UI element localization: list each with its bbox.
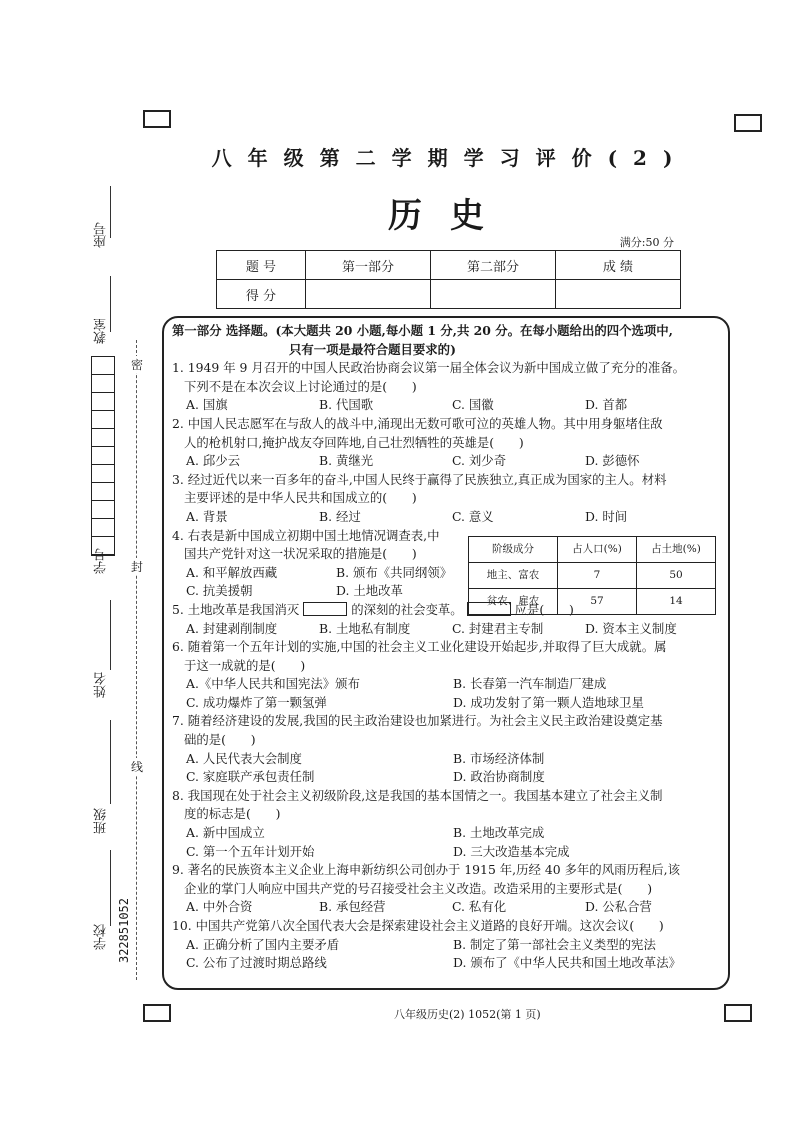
- option[interactable]: C. 抗美援朝: [186, 583, 253, 599]
- land-survey-table: [468, 536, 716, 615]
- options-row: [172, 750, 720, 769]
- land-table-cell: 14: [637, 589, 716, 615]
- name-line: [110, 600, 111, 670]
- part1-heading-cont: 只有一项是最符合题目要求的): [289, 341, 456, 357]
- question-stem-cont: 于这一成就的是( ): [184, 657, 306, 673]
- score-cell-part2[interactable]: [431, 280, 556, 309]
- option[interactable]: C. 公布了过渡时期总路线: [186, 955, 327, 971]
- option[interactable]: A. 国旗: [186, 397, 228, 413]
- score-table: [216, 250, 681, 309]
- options-row: [172, 508, 720, 527]
- score-header-cell: 成 绩: [556, 251, 681, 280]
- registration-mark: [724, 1004, 752, 1022]
- option[interactable]: A. 中外合资: [186, 899, 253, 915]
- option[interactable]: B. 市场经济体制: [453, 750, 545, 766]
- question-stem-cont: 企业的掌门人响应中国共产党的号召接受社会主义改造。改造采用的主要形式是( ): [184, 880, 653, 896]
- option[interactable]: A. 人民代表大会制度: [186, 750, 302, 766]
- question-stem: 3. 经过近代以来一百多年的奋斗,中国人民终于赢得了民族独立,真正成为国家的主人。材料: [172, 471, 667, 487]
- part1-content: [172, 322, 720, 973]
- option[interactable]: B. 长春第一汽车制造厂建成: [453, 676, 607, 692]
- name-label: 姓名: [94, 672, 109, 698]
- question-stem: 9. 著名的民族资本主义企业上海申新纺织公司创办于 1915 年,历经 40 多年的风雨历程后,该: [172, 862, 680, 878]
- option[interactable]: A. 背景: [186, 508, 228, 524]
- registration-mark: [143, 1004, 171, 1022]
- question-stem: 10. 中国共产党第八次全国代表大会是探索建设社会主义道路的良好开端。这次会议( ): [172, 918, 664, 933]
- option[interactable]: D. 公私合营: [585, 899, 652, 915]
- subject-title: 历史: [388, 196, 512, 236]
- options-row: [172, 898, 720, 917]
- options-row: [172, 824, 720, 843]
- option[interactable]: C. 封建君主专制: [452, 620, 544, 636]
- option[interactable]: B. 黄继光: [319, 453, 374, 469]
- option[interactable]: B. 土地改革完成: [453, 825, 545, 841]
- question-stem-cont: 人的枪机射口,掩护战友夺回阵地,自己壮烈牺牲的英雄是( ): [184, 434, 524, 450]
- land-table-header: 占人口(%): [558, 537, 637, 563]
- options-row: [172, 452, 720, 471]
- score-header-cell: 题 号: [217, 251, 306, 280]
- question-stem-part: 的深刻的社会变革。: [351, 601, 463, 617]
- registration-mark: [734, 114, 762, 132]
- options-row: [172, 936, 720, 955]
- option[interactable]: A. 和平解放西藏: [186, 564, 278, 580]
- blank-box: [303, 602, 347, 616]
- question-stem: 7. 随着经济建设的发展,我国的民主政治建设也加紧进行。为社会主义民主政治建设奠定基: [172, 713, 663, 729]
- score-cell-part1[interactable]: [306, 280, 431, 309]
- land-table-header: 阶级成分: [469, 537, 558, 563]
- option[interactable]: D. 时间: [585, 508, 628, 524]
- question-stem: 4. 右表是新中国成立初期中国土地情况调查表,中: [172, 527, 440, 543]
- seal-char-feng: 封: [131, 560, 144, 574]
- options-row: [172, 675, 720, 694]
- page-footer: 八年级历史(2) 1052(第 1 页): [394, 1008, 541, 1021]
- option[interactable]: D. 三大改造基本完成: [453, 843, 570, 859]
- seat-line: [110, 186, 111, 238]
- question-stem: 1. 1949 年 9 月召开的中国人民政治协商会议第一届全体会议为新中国成立做了充分的准备。: [172, 360, 686, 376]
- option[interactable]: A. 邱少云: [186, 453, 240, 469]
- full-mark: 满分:50 分: [619, 236, 674, 249]
- school-line: [110, 850, 111, 926]
- score-header-cell: 第一部分: [306, 251, 431, 280]
- options-row: [172, 768, 720, 787]
- question-stem-part: 应是( ): [514, 601, 574, 617]
- option[interactable]: C. 家庭联产承包责任制: [186, 769, 315, 785]
- option[interactable]: B. 土地私有制度: [319, 620, 411, 636]
- option[interactable]: C. 刘少奇: [452, 453, 507, 469]
- options-row: [172, 396, 720, 415]
- question-stem-cont: 础的是( ): [184, 732, 256, 748]
- score-header-cell: 第二部分: [431, 251, 556, 280]
- exam-title: 八年级第二学期学习评价(2): [211, 146, 689, 170]
- land-table-cell: 50: [637, 563, 716, 589]
- seal-dashed-line: [136, 340, 137, 980]
- option[interactable]: D. 土地改革: [336, 583, 403, 599]
- options-row: [172, 694, 720, 713]
- option[interactable]: C. 成功爆炸了第一颗氢弹: [186, 694, 327, 710]
- options-row: [172, 954, 720, 973]
- registration-mark: [143, 110, 171, 128]
- option[interactable]: D. 首都: [585, 397, 628, 413]
- question-stem-cont: 下列不是在本次会议上讨论通过的是( ): [184, 378, 417, 394]
- student-number-grid[interactable]: [91, 356, 115, 556]
- option[interactable]: D. 颁布了《中华人民共和国土地改革法》: [453, 955, 682, 971]
- option[interactable]: C. 第一个五年计划开始: [186, 843, 315, 859]
- question-stem-cont: 国共产党针对这一状况采取的措施是( ): [184, 546, 417, 562]
- question-stem-cont: 主要评述的是中华人民共和国成立的( ): [184, 490, 417, 506]
- seat-label: 座号: [94, 222, 109, 248]
- part1-heading: 第一部分 选择题。(本大题共 20 小题,每小题 1 分,共 20 分。在每小题给出的四个选项中,: [172, 323, 673, 338]
- options-row: [172, 620, 720, 639]
- question-stem: 2. 中国人民志愿军在与敌人的战斗中,涌现出无数可歌可泣的英雄人物。其中用身躯堵住敌: [172, 415, 663, 431]
- option[interactable]: B. 颁布《共同纲领》: [336, 564, 453, 580]
- class-label: 班级: [94, 808, 109, 834]
- option[interactable]: A. 正确分析了国内主要矛盾: [186, 936, 340, 952]
- land-table-cell: 贫农、雇农: [469, 589, 558, 615]
- score-cell-total[interactable]: [556, 280, 681, 309]
- option[interactable]: B. 代国歌: [319, 397, 374, 413]
- room-label: 教室: [94, 318, 109, 344]
- option[interactable]: B. 制定了第一部社会主义类型的宪法: [453, 936, 656, 952]
- option[interactable]: D. 成功发射了第一颗人造地球卫星: [453, 694, 644, 710]
- room-line: [110, 276, 111, 332]
- option[interactable]: D. 资本主义制度: [585, 620, 677, 636]
- option[interactable]: D. 彭德怀: [585, 453, 640, 469]
- question-stem-cont: 度的标志是( ): [184, 806, 281, 822]
- question-stem: 8. 我国现在处于社会主义初级阶段,这是我国的基本国情之一。我国基本建立了社会主义制: [172, 787, 663, 803]
- option[interactable]: C. 私有化: [452, 899, 507, 915]
- seal-char-xian: 线: [131, 760, 144, 774]
- option[interactable]: B. 承包经营: [319, 899, 386, 915]
- land-table-cell: 7: [558, 563, 637, 589]
- option[interactable]: A. 新中国成立: [186, 825, 265, 841]
- land-table-cell: 57: [558, 589, 637, 615]
- question-stem-part: 5. 土地改革是我国消灭: [172, 601, 300, 617]
- student-no-label: 学号: [94, 548, 109, 574]
- option[interactable]: B. 经过: [319, 508, 361, 524]
- option[interactable]: C. 意义: [452, 508, 494, 524]
- class-line: [110, 720, 111, 804]
- seal-char-mi: 密: [131, 358, 144, 372]
- school-label: 学校: [94, 924, 109, 950]
- option[interactable]: C. 国徽: [452, 397, 494, 413]
- land-table-header: 占土地(%): [637, 537, 716, 563]
- options-row: [172, 843, 720, 862]
- option[interactable]: A.《中华人民共和国宪法》颁布: [186, 676, 360, 692]
- score-row-label: 得 分: [217, 280, 306, 309]
- option[interactable]: A. 封建剥削制度: [186, 620, 278, 636]
- option[interactable]: D. 政治协商制度: [453, 769, 545, 785]
- question-stem: 6. 随着第一个五年计划的实施,中国的社会主义工业化建设开始起步,并取得了巨大成就。属: [172, 639, 667, 655]
- exam-code: 322851052: [117, 898, 131, 964]
- land-table-cell: 地主、富农: [469, 563, 558, 589]
